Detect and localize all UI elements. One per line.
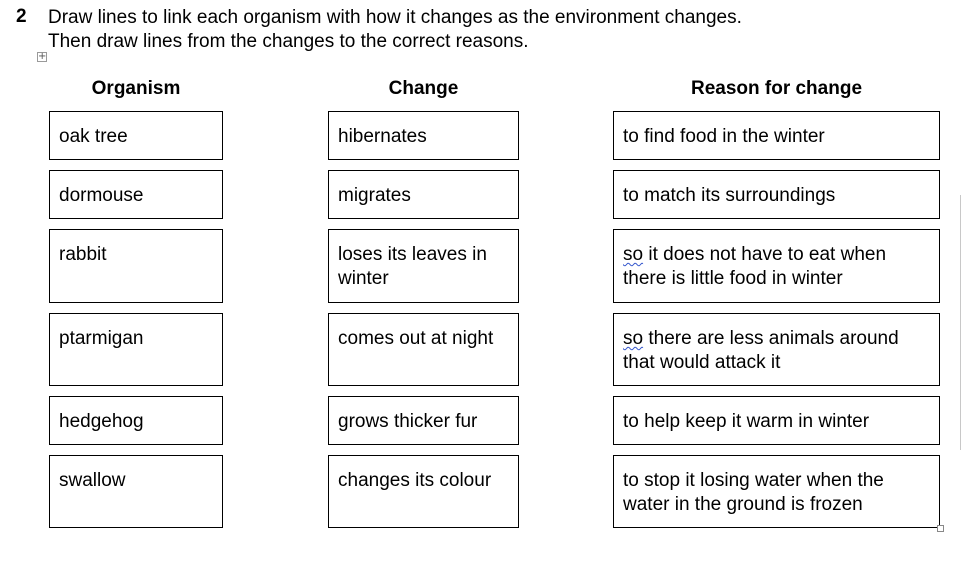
reason-box (613, 170, 940, 219)
reason-text: to help keep it warm in winter (623, 411, 870, 432)
header-change: Change (388, 78, 459, 99)
header-organism: Organism (91, 78, 181, 99)
reason-text: to stop it losing water when the water in the ground is frozen (623, 470, 884, 515)
table-move-handle-icon[interactable]: + (38, 51, 47, 62)
reason-text: there are less animals around that would attack it (623, 328, 899, 373)
reason-box (613, 396, 940, 445)
change-box: grows thicker fur (328, 396, 519, 445)
organism-box: rabbit (49, 229, 223, 303)
table-resize-handle[interactable] (937, 525, 944, 532)
change-box: loses its leaves in winter (328, 229, 519, 303)
organism-box: ptarmigan (49, 313, 223, 386)
reason-text: to find food in the winter (623, 126, 825, 147)
reason-box (613, 111, 940, 160)
change-box: migrates (328, 170, 519, 219)
organism-box: hedgehog (49, 396, 223, 445)
header-reason: Reason for change (690, 78, 863, 99)
reason-text: to match its surroundings (623, 185, 836, 206)
organism-box: oak tree (49, 111, 223, 160)
reason-text: it does not have to eat when there is little food in winter (623, 244, 887, 289)
organism-box: dormouse (49, 170, 223, 219)
question-text (48, 6, 742, 54)
question-line-2: Then draw lines from the changes to the correct reasons. (48, 31, 529, 52)
reason-lead: so (623, 244, 644, 265)
reason-box (613, 455, 940, 528)
change-box: changes its colour (328, 455, 519, 528)
change-box: hibernates (328, 111, 519, 160)
question-line-1: Draw lines to link each organism with how it changes as the environment changes. (48, 7, 742, 28)
reason-box (613, 313, 940, 386)
reason-box (613, 229, 940, 303)
question-number: 2 (16, 6, 27, 27)
reason-lead: so (623, 328, 644, 349)
organism-box: swallow (49, 455, 223, 528)
change-box: comes out at night (328, 313, 519, 386)
page-edge-line (960, 195, 961, 450)
